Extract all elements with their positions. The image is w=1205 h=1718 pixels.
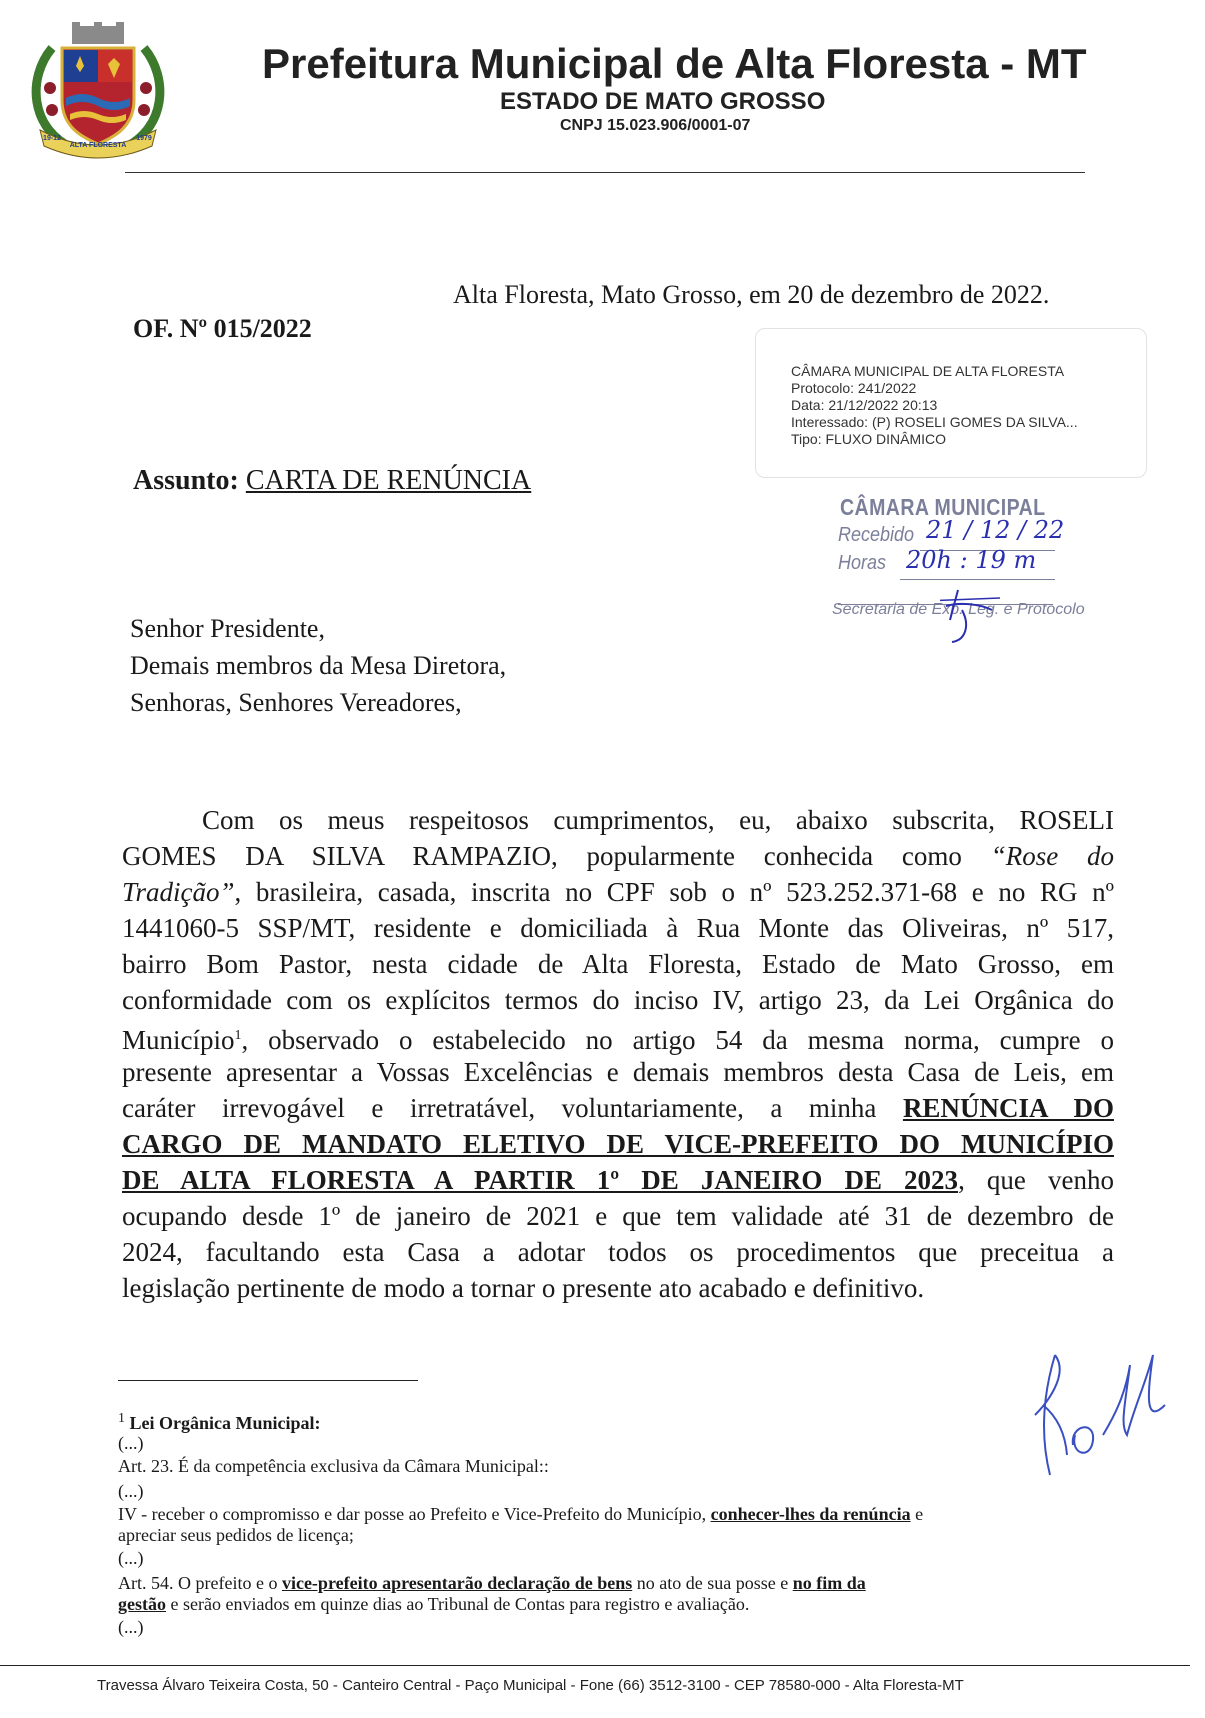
- nickname-cont: Tradição”: [122, 877, 235, 907]
- letter-subject: [133, 465, 531, 497]
- resignation-emphasis: RENÚNCIA DO: [902, 1093, 1114, 1123]
- protocol-label: [755, 328, 1147, 478]
- body-line: legislação pertinente de modo a tornar o presente ato acabado e definitivo.: [122, 1273, 925, 1303]
- footer-address: Travessa Álvaro Teixeira Costa, 50 - Canteiro Central - Paço Municipal - Fone (66) 3512-3100 - CEP 78580-000 - Alta Floresta-MT: [97, 1677, 964, 1694]
- body-line: 1441060-5 SSP/MT, residente e domiciliada à Rua Monte das Oliveiras, nº 517,: [122, 913, 1114, 943]
- protocol-line: Protocolo: 241/2022: [791, 380, 917, 396]
- greeting-line: Demais membros da Mesa Diretora,: [130, 651, 507, 680]
- page-title: Prefeitura Municipal de Alta Floresta - MT: [262, 40, 1087, 87]
- resignation-emphasis: DE ALTA FLORESTA A PARTIR 1º DE JANEIRO DE 2023: [122, 1165, 959, 1195]
- nickname: “Rose do: [990, 841, 1115, 871]
- crest-year-left: 19-12: [43, 135, 61, 142]
- body-text: GOMES DA SILVA RAMPAZIO, popularmente conhecida como: [122, 841, 962, 871]
- footnote-ref: 1: [234, 1028, 242, 1043]
- subject-value: CARTA DE RENÚNCIA: [245, 465, 532, 496]
- footnote-divider: [118, 1380, 418, 1381]
- body-text: Município: [122, 1025, 235, 1055]
- body-line: presente apresentar a Vossas Excelências e demais membros desta Casa de Leis, em: [122, 1057, 1114, 1087]
- footnote-line: apreciar seus pedidos de licença;: [118, 1525, 354, 1545]
- resignation-emphasis: CARGO DE MANDATO ELETIVO DE VICE-PREFEITO DO MUNICÍPIO: [122, 1129, 1114, 1159]
- body-line: conformidade com os explícitos termos do inciso IV, artigo 23, da Lei Orgânica do: [122, 985, 1114, 1015]
- footnote-text: Art. 54. O prefeito e o: [118, 1573, 278, 1593]
- stamp-received-value: 21 / 12 / 22: [926, 516, 1065, 544]
- body-line: [122, 1018, 1114, 1054]
- protocol-line: Interessado: (P) ROSELI GOMES DA SILVA...: [791, 414, 1078, 430]
- cnpj-number: CNPJ 15.023.906/0001-07: [560, 117, 751, 134]
- stamp-hours-label: Horas: [838, 552, 887, 574]
- footnote-emphasis: vice-prefeito apresentarão declaração de bens: [281, 1573, 633, 1593]
- footnote-emphasis: conhecer-lhes da renúncia: [710, 1504, 911, 1524]
- body-line: bairro Bom Pastor, nesta cidade de Alta Floresta, Estado de Mato Grosso, em: [122, 949, 1114, 979]
- body-line: [122, 874, 1114, 910]
- body-line: [122, 1126, 1114, 1162]
- letter-date: Alta Floresta, Mato Grosso, em 20 de dezembro de 2022.: [453, 280, 1050, 309]
- subject-label: Assunto:: [133, 465, 239, 496]
- stamp-received-label: Recebido: [838, 524, 915, 546]
- state-name: ESTADO DE MATO GROSSO: [500, 88, 826, 115]
- protocol-line: Data: 21/12/2022 20:13: [791, 397, 938, 413]
- body-line: ocupando desde 1º de janeiro de 2021 e que tem validade até 31 de dezembro de: [122, 1201, 1114, 1231]
- footnote-text: e serão enviados em quinze dias ao Tribunal de Contas para registro e avaliação.: [170, 1594, 750, 1614]
- protocol-line: Tipo: FLUXO DINÂMICO: [791, 431, 947, 447]
- crest-year-right: 1979: [136, 135, 152, 142]
- footnote-line: [118, 1504, 1078, 1525]
- footnote-line: [118, 1573, 1078, 1594]
- footnote-line: Art. 23. É da competência exclusiva da Câmara Municipal::: [118, 1456, 549, 1476]
- body-line: [122, 1162, 1114, 1198]
- stamp-office: Secretaria de Exp. Leg. e Protocolo: [832, 601, 1085, 618]
- greeting-line: Senhoras, Senhores Vereadores,: [130, 688, 462, 717]
- body-line: 2024, facultando esta Casa a adotar todos os procedimentos que preceitua a: [122, 1237, 1114, 1267]
- body-line: Com os meus respeitosos cumprimentos, eu, abaixo subscrita, ROSELI: [202, 805, 1114, 835]
- body-text: , brasileira, casada, inscrita no CPF sob o nº 523.252.371-68 e no RG nº: [234, 877, 1114, 907]
- footnote-text: e: [915, 1504, 924, 1524]
- footnote-line: (...): [118, 1617, 144, 1637]
- stamp-title: CÂMARA MUNICIPAL: [840, 494, 1046, 520]
- greeting-line: Senhor Presidente,: [130, 614, 325, 643]
- footer-divider: [0, 1665, 1190, 1666]
- footnote-text: IV - receber o compromisso e dar posse ao Prefeito e Vice-Prefeito do Município,: [118, 1504, 707, 1524]
- protocol-line: CÂMARA MUNICIPAL DE ALTA FLORESTA: [791, 363, 1065, 379]
- body-line: [122, 838, 1114, 874]
- footnote-text: no ato de sua posse e: [636, 1573, 789, 1593]
- header-divider: [125, 172, 1085, 173]
- body-text: , observado o estabelecido no artigo 54 da mesma norma, cumpre o: [241, 1025, 1114, 1055]
- footnote-line: (...): [118, 1433, 144, 1453]
- crest-banner-text: ALTA FLORESTA: [69, 142, 127, 149]
- stamp-initials-icon: [940, 580, 1010, 650]
- footnote-line: (...): [118, 1548, 144, 1568]
- letter-number: OF. Nº 015/2022: [133, 314, 312, 343]
- footnote-marker: 1: [118, 1411, 125, 1426]
- municipal-crest-icon: [22, 18, 174, 163]
- reception-stamp: [830, 494, 1085, 654]
- footnote-line: (...): [118, 1481, 144, 1501]
- footnote-title: [118, 1408, 1078, 1434]
- footnote-emphasis: gestão: [118, 1594, 166, 1614]
- body-text: caráter irrevogável e irretratável, voluntariamente, a minha: [122, 1093, 877, 1123]
- body-line: [122, 1090, 1114, 1126]
- stamp-hours-value: 20h : 19 m: [906, 546, 1037, 574]
- footnote-emphasis: no fim da: [792, 1573, 866, 1593]
- footnote-line: [118, 1594, 1078, 1615]
- footnote-heading: Lei Orgânica Municipal:: [129, 1413, 321, 1433]
- body-text: , que venho: [958, 1165, 1114, 1195]
